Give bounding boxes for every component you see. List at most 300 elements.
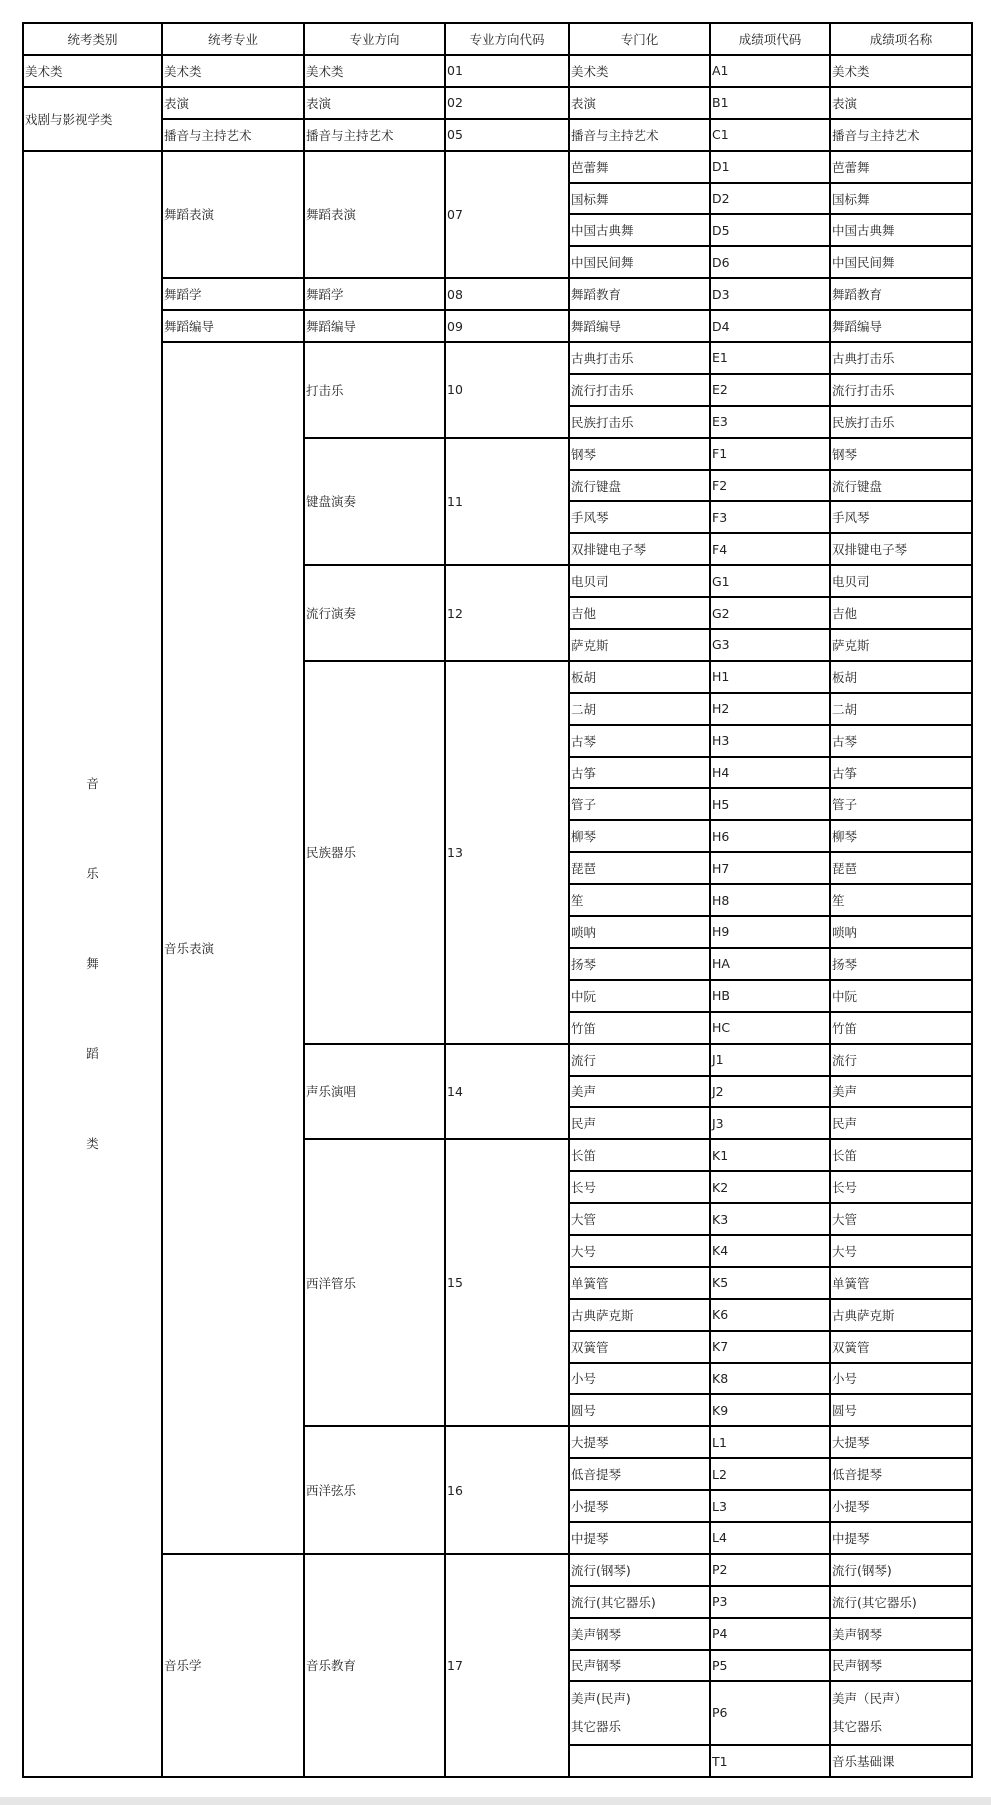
specialization-cell [569,119,710,151]
table-body [23,55,972,1777]
score-item-name-cell [830,1235,972,1267]
score-item-code-cell-text: J1 [712,1052,724,1068]
score-item-name-cell [830,183,972,215]
score-item-name-cell-text: 电贝司 [832,574,870,590]
score-item-name-cell [830,661,972,693]
score-item-code-cell [710,916,830,948]
score-item-name-cell [830,1745,972,1777]
major-cell [162,342,304,1554]
score-item-code-cell-text: K9 [712,1402,729,1418]
direction-cell-text: 播音与主持艺术 [306,127,394,143]
score-item-code-cell-text: H6 [712,828,730,844]
score-item-code-cell-text: D5 [712,222,730,238]
category-cell-text: 音乐舞蹈类 [86,775,99,1151]
score-item-name-cell-text: 中国民间舞 [832,255,895,271]
specialization-cell-text: 美术类 [571,63,609,79]
direction-cell-text: 西洋管乐 [306,1275,357,1291]
score-item-name-cell [830,820,972,852]
specialization-cell [569,1394,710,1426]
specialization-cell [569,1235,710,1267]
score-item-code-cell-text: E3 [712,414,728,430]
specialization-cell-text: 唢呐 [571,924,597,940]
score-item-code-cell-text: D2 [712,191,730,206]
table-row [23,87,972,119]
score-item-name-cell-text: 板胡 [832,669,858,685]
score-item-code-cell [710,820,830,852]
score-item-code-cell-text: P5 [712,1657,728,1673]
score-item-name-cell [830,1299,972,1331]
score-item-code-cell [710,1586,830,1618]
major-cell [162,119,304,151]
score-item-code-cell [710,501,830,533]
score-item-name-cell [830,374,972,406]
specialization-cell [569,1171,710,1203]
specialization-cell-text: 长号 [571,1180,597,1196]
direction-code-cell [445,1426,569,1554]
score-item-name-cell [830,1139,972,1171]
major-cell [162,87,304,119]
score-item-code-cell-text: G1 [712,573,730,589]
direction-code-cell [445,1044,569,1140]
score-item-name-cell-text: 流行(钢琴) [832,1562,892,1578]
score-item-code-cell-text: J3 [712,1115,724,1131]
specialization-cell-text: 双排键电子琴 [571,542,647,558]
score-item-name-cell-text: 美声（民声） 其它器乐 [832,1691,908,1735]
direction-code-cell-text: 14 [447,1083,463,1099]
score-item-name-cell [830,1394,972,1426]
score-item-name-cell [830,87,972,119]
specialization-cell [569,820,710,852]
direction-cell [304,1139,445,1426]
score-item-code-cell [710,55,830,87]
specialization-cell [569,1586,710,1618]
direction-code-cell-text: 17 [447,1657,463,1673]
score-item-code-cell-text: K4 [712,1243,729,1259]
major-cell-text: 表演 [164,95,190,111]
score-item-code-cell [710,374,830,406]
direction-cell [304,119,445,151]
score-item-name-cell-text: 吉他 [832,606,858,622]
score-item-name-cell-text: 流行(其它器乐) [832,1594,917,1610]
score-item-code-cell [710,1490,830,1522]
score-item-code-cell [710,725,830,757]
direction-cell-text: 舞蹈学 [306,287,344,303]
score-item-name-cell-text: 管子 [832,797,858,813]
specialization-cell [569,214,710,246]
direction-code-cell-text: 05 [447,127,463,143]
direction-code-cell-text: 07 [447,206,463,222]
direction-cell-text: 美术类 [306,63,344,79]
direction-cell-text: 打击乐 [306,382,344,398]
score-item-code-cell-text: K1 [712,1147,729,1163]
table-row [23,151,972,183]
score-item-name-cell [830,757,972,789]
score-item-code-cell-text: D1 [712,159,730,175]
header-direction: 专业方向 [304,23,445,55]
specialization-cell-text: 流行键盘 [571,478,622,494]
score-item-name-cell [830,438,972,470]
specialization-cell [569,1618,710,1650]
direction-cell-text: 音乐教育 [306,1658,357,1674]
specialization-cell-text: 大管 [571,1212,597,1227]
score-item-name-cell-text: 舞蹈编导 [832,319,883,335]
specialization-cell-text: 流行(钢琴) [571,1562,631,1578]
score-item-name-cell-text: 音乐基础课 [832,1754,895,1770]
specialization-cell-text: 播音与主持艺术 [571,127,659,143]
score-item-code-cell-text: K2 [712,1179,729,1195]
specialization-cell-text: 笙 [571,893,584,909]
specialization-cell-text: 美声 [571,1084,597,1100]
score-item-name-cell [830,565,972,597]
category-cell-text: 美术类 [25,63,63,79]
specialization-cell [569,980,710,1012]
specialization-cell-text: 古琴 [571,733,597,749]
score-item-name-cell-text: 国标舞 [832,191,870,207]
direction-code-cell [445,278,569,310]
score-item-name-cell [830,55,972,87]
category-cell [23,151,162,1777]
score-item-code-cell [710,1139,830,1171]
score-item-code-cell-text: P6 [712,1705,728,1721]
direction-cell-text: 民族器乐 [306,845,357,861]
score-item-code-cell [710,1681,830,1745]
score-item-code-cell [710,1235,830,1267]
score-item-name-cell [830,1586,972,1618]
major-cell-text: 音乐学 [164,1658,202,1674]
specialization-cell [569,1490,710,1522]
score-item-name-cell [830,501,972,533]
specialization-cell [569,55,710,87]
score-item-name-cell [830,788,972,820]
score-item-name-cell [830,1171,972,1203]
major-cell [162,1554,304,1777]
score-item-code-cell-text: K6 [712,1307,729,1323]
specialization-cell-text: 中国民间舞 [571,255,634,271]
table-row [23,1554,972,1586]
score-item-name-cell [830,310,972,342]
score-item-code-cell [710,1203,830,1235]
score-item-name-cell-text: 美声 [832,1084,858,1100]
specialization-cell [569,948,710,980]
specialization-cell-text: 圆号 [571,1403,597,1419]
table-row [23,278,972,310]
score-item-code-cell-text: F3 [712,509,728,525]
major-cell-text: 音乐表演 [164,940,215,956]
score-item-name-cell [830,597,972,629]
score-item-code-cell-text: H4 [712,765,730,781]
score-item-code-cell-text: P4 [712,1626,728,1642]
score-item-name-cell [830,629,972,661]
specialization-cell-text: 小号 [571,1371,597,1387]
specialization-cell-text: 古筝 [571,765,597,781]
header-direction-code: 专业方向代码 [445,23,569,55]
direction-code-cell [445,565,569,661]
score-item-code-cell-text: L4 [712,1530,727,1546]
score-item-code-cell [710,629,830,661]
score-item-code-cell [710,693,830,725]
specialization-cell-text: 柳琴 [571,829,597,845]
score-item-code-cell [710,597,830,629]
score-item-name-cell-text: 中阮 [832,988,858,1004]
direction-code-cell-text: 11 [447,493,463,509]
score-item-code-cell [710,1076,830,1108]
specialization-cell-text: 长笛 [571,1148,597,1164]
score-item-code-cell [710,948,830,980]
score-item-code-cell-text: H5 [712,796,730,812]
score-item-code-cell [710,884,830,916]
score-item-name-cell [830,214,972,246]
specialization-cell-text: 竹笛 [571,1020,597,1036]
score-item-name-cell-text: 播音与主持艺术 [832,127,920,143]
direction-code-cell [445,438,569,566]
score-item-name-cell [830,246,972,278]
score-item-name-cell-text: 扬琴 [832,956,858,972]
score-item-code-cell [710,1522,830,1554]
header-score-item-code: 成绩项代码 [710,23,830,55]
specialization-cell-text: 民族打击乐 [571,414,634,430]
score-item-code-cell-text: E1 [712,350,728,366]
score-item-name-cell [830,884,972,916]
score-item-code-cell [710,661,830,693]
score-item-name-cell-text: 长笛 [832,1148,858,1164]
score-item-name-cell [830,533,972,565]
direction-cell [304,151,445,279]
score-item-code-cell [710,310,830,342]
score-item-name-cell [830,1107,972,1139]
score-item-name-cell [830,1490,972,1522]
score-item-name-cell-text: 琵琶 [832,861,858,877]
direction-cell-text: 键盘演奏 [306,494,357,510]
score-item-code-cell [710,1044,830,1076]
specialization-cell-text: 流行(其它器乐) [571,1594,656,1610]
specialization-cell-text: 国标舞 [571,191,609,207]
score-item-name-cell-text: 笙 [832,893,845,909]
score-item-code-cell-text: L1 [712,1434,727,1450]
score-item-name-cell-text: 唢呐 [832,924,858,940]
score-item-name-cell-text: 大提琴 [832,1435,870,1451]
score-item-name-cell [830,1012,972,1044]
specialization-cell-text: 单簧管 [571,1275,609,1291]
score-item-code-cell [710,1171,830,1203]
score-item-code-cell [710,470,830,502]
specialization-cell-text: 扬琴 [571,956,597,972]
score-item-code-cell-text: L3 [712,1498,727,1514]
score-item-name-cell [830,1076,972,1108]
specialization-cell-text: 大提琴 [571,1435,609,1451]
score-item-code-cell [710,852,830,884]
specialization-cell-text: 手风琴 [571,510,609,526]
specialization-cell [569,533,710,565]
direction-cell [304,1426,445,1554]
direction-code-cell-text: 02 [447,95,463,111]
specialization-cell [569,1745,710,1777]
direction-code-cell [445,119,569,151]
specialization-cell [569,183,710,215]
score-item-code-cell [710,533,830,565]
score-item-code-cell [710,1363,830,1395]
major-cell [162,55,304,87]
score-item-code-cell [710,1107,830,1139]
direction-cell-text: 声乐演唱 [306,1084,357,1100]
specialization-cell [569,470,710,502]
specialization-cell [569,342,710,374]
direction-cell [304,87,445,119]
score-item-code-cell-text: HC [712,1020,731,1036]
score-item-name-cell [830,1681,972,1745]
header-specialization: 专门化 [569,23,710,55]
score-item-name-cell [830,1203,972,1235]
page-bottom-band [0,1797,991,1805]
specialization-cell [569,246,710,278]
score-item-name-cell-text: 钢琴 [832,446,858,462]
direction-code-cell [445,87,569,119]
score-item-name-cell-text: 二胡 [832,701,858,717]
specialization-cell [569,1363,710,1395]
direction-cell-text: 舞蹈表演 [306,207,357,223]
score-item-code-cell [710,1331,830,1363]
score-item-code-cell [710,246,830,278]
major-cell [162,151,304,279]
score-item-code-cell [710,119,830,151]
specialization-cell-text: 低音提琴 [571,1467,622,1483]
specialization-cell [569,501,710,533]
direction-code-cell [445,151,569,279]
specialization-cell-text: 美声(民声) 其它器乐 [571,1691,631,1735]
specialization-cell-text: 民声 [571,1116,597,1132]
score-item-code-cell-text: H7 [712,860,730,876]
score-item-code-cell-text: P3 [712,1594,728,1610]
major-cell-text: 舞蹈学 [164,287,202,303]
specialization-cell-text: 舞蹈教育 [571,287,622,303]
specialization-cell-text: 中阮 [571,988,597,1004]
score-item-code-cell-text: F1 [712,446,728,462]
table-row [23,55,972,87]
score-item-name-cell [830,725,972,757]
specialization-cell [569,374,710,406]
direction-code-cell-text: 16 [447,1482,463,1498]
major-cell-text: 美术类 [164,63,202,79]
score-item-name-cell-text: 柳琴 [832,829,858,845]
direction-cell [304,278,445,310]
score-item-code-cell [710,980,830,1012]
category-cell [23,87,162,151]
score-item-name-cell-text: 手风琴 [832,510,870,526]
score-item-code-cell-text: K3 [712,1211,729,1227]
direction-code-cell [445,342,569,438]
specialization-cell [569,1107,710,1139]
score-item-name-cell [830,1044,972,1076]
score-item-name-cell [830,852,972,884]
score-item-name-cell-text: 民声 [832,1116,858,1132]
table-row [23,342,972,374]
score-item-code-cell [710,151,830,183]
score-item-code-cell-text: F4 [712,541,728,557]
score-item-code-cell [710,1012,830,1044]
score-item-name-cell-text: 萨克斯 [832,637,870,653]
specialization-cell-text: 萨克斯 [571,637,609,653]
specialization-cell [569,852,710,884]
specialization-cell-text: 古典萨克斯 [571,1307,634,1323]
specialization-cell-text: 表演 [571,95,597,111]
specialization-cell-text: 钢琴 [571,446,597,462]
direction-code-cell-text: 01 [447,63,463,79]
score-item-code-cell [710,278,830,310]
score-item-name-cell [830,151,972,183]
direction-cell [304,661,445,1044]
specialization-cell [569,629,710,661]
score-item-code-cell-text: A1 [712,63,729,79]
direction-cell [304,1554,445,1777]
score-item-code-cell [710,87,830,119]
score-item-name-cell-text: 单簧管 [832,1275,870,1291]
score-item-code-cell-text: B1 [712,95,729,111]
score-item-name-cell [830,278,972,310]
score-item-name-cell [830,470,972,502]
direction-cell-text: 流行演奏 [306,606,357,622]
specialization-cell-text: 美声钢琴 [571,1626,622,1642]
direction-code-cell [445,661,569,1044]
specialization-cell [569,1012,710,1044]
specialization-cell [569,661,710,693]
score-item-name-cell [830,693,972,725]
specialization-cell [569,1458,710,1490]
score-item-code-cell-text: F2 [712,478,728,494]
direction-cell [304,342,445,438]
score-item-code-cell-text: HB [712,988,730,1004]
table-row [23,119,972,151]
direction-code-cell-text: 15 [447,1275,463,1291]
direction-code-cell-text: 13 [447,844,463,860]
specialization-cell-text: 管子 [571,797,597,813]
score-item-name-cell-text: 大管 [832,1212,858,1227]
direction-cell [304,310,445,342]
score-item-name-cell [830,1363,972,1395]
specialization-cell-text: 中提琴 [571,1530,609,1546]
score-item-name-cell-text: 流行打击乐 [832,382,895,398]
major-cell [162,278,304,310]
table-header-row [23,23,972,55]
specialization-cell [569,1650,710,1682]
direction-code-cell [445,1554,569,1777]
major-cell-text: 舞蹈编导 [164,319,215,335]
score-item-name-cell-text: 圆号 [832,1403,858,1419]
specialization-cell [569,565,710,597]
score-item-name-cell-text: 中国古典舞 [832,223,895,239]
direction-cell-text: 舞蹈编导 [306,319,357,335]
category-cell-text: 戏剧与影视学类 [25,111,113,127]
score-item-name-cell-text: 美术类 [832,63,870,79]
specialization-cell [569,725,710,757]
direction-cell-text: 西洋弦乐 [306,1483,357,1499]
score-item-code-cell-text: H2 [712,701,730,717]
direction-code-cell-text: 10 [447,382,463,398]
specialization-cell-text: 流行 [571,1052,597,1068]
score-item-name-cell-text: 古典萨克斯 [832,1307,895,1323]
score-item-code-cell-text: D4 [712,318,730,334]
direction-cell [304,565,445,661]
score-item-name-cell-text: 芭蕾舞 [832,159,870,175]
score-item-code-cell [710,342,830,374]
specialization-cell [569,1044,710,1076]
score-item-name-cell [830,119,972,151]
score-item-code-cell [710,757,830,789]
score-item-name-cell [830,1267,972,1299]
score-item-name-cell [830,406,972,438]
score-item-name-cell-text: 美声钢琴 [832,1626,883,1642]
score-item-name-cell-text: 竹笛 [832,1020,858,1036]
score-item-code-cell-text: H1 [712,669,730,685]
specialization-cell-text: 电贝司 [571,574,609,590]
